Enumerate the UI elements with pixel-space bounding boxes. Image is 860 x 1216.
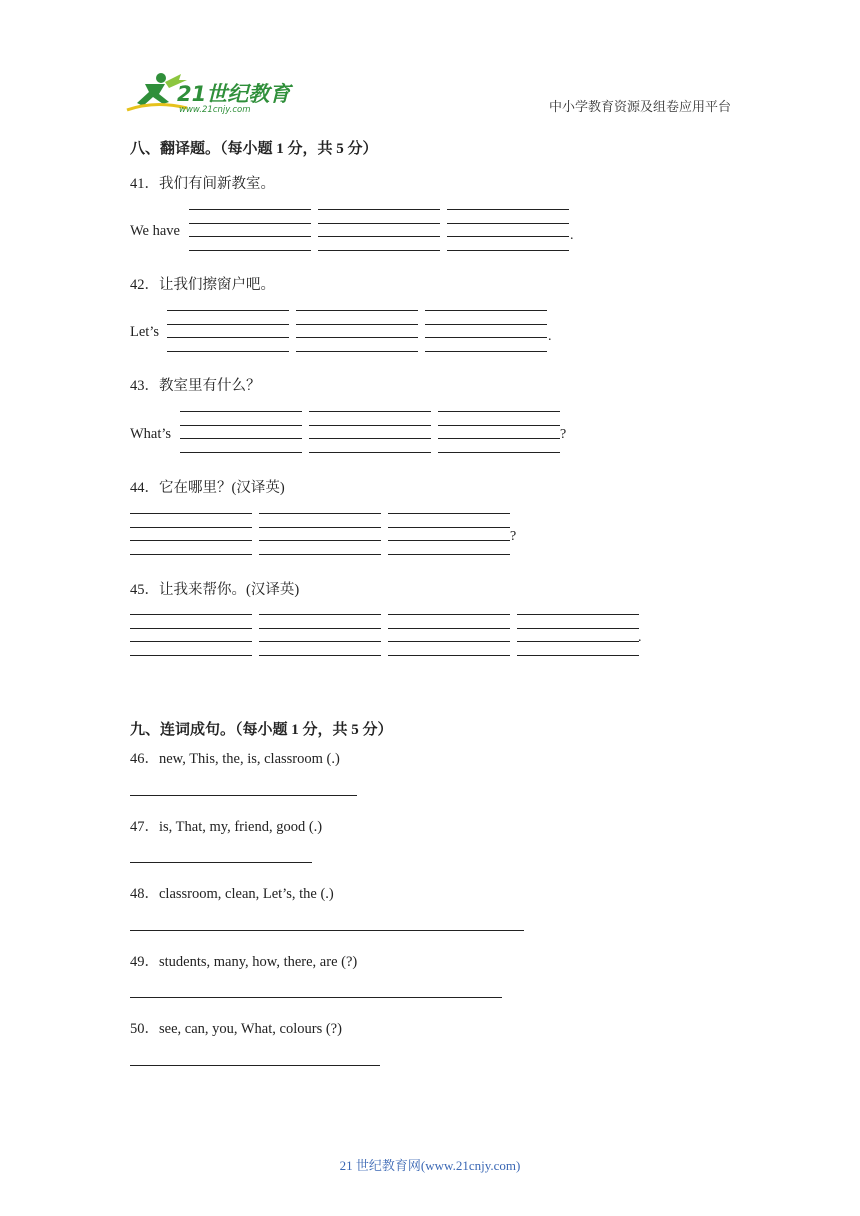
question-43-text: 43．教室里有什么？	[130, 378, 261, 394]
question-49-text: 49．students, many, how, there, are (?)	[130, 954, 358, 970]
question-46-text: 46．new, This, the, is, classroom (.)	[130, 751, 340, 767]
question-43-end-mark: ?	[560, 427, 567, 442]
question-46-answer-line[interactable]	[130, 795, 357, 796]
question-41-prefix: We have	[130, 223, 180, 239]
question-45-answer-blanks[interactable]	[130, 614, 639, 656]
question-44-answer-blanks[interactable]	[130, 513, 510, 555]
question-41-text: 41．我们有间新教室。	[130, 176, 275, 192]
question-42-text: 42．让我们擦窗户吧。	[130, 277, 275, 293]
question-42-prefix: Let’s	[130, 324, 159, 340]
question-43-prefix: What’s	[130, 426, 172, 442]
question-43-answer-blanks[interactable]	[180, 411, 560, 453]
question-47-text: 47．is, That, my, friend, good (.)	[130, 819, 323, 835]
section-8-title: 八、翻译题。（每小题 1 分，共 5 分）	[130, 141, 378, 157]
question-41-end-mark: .	[570, 228, 574, 243]
site-logo	[125, 70, 295, 115]
logo-url: www.21cnjy.com	[179, 105, 251, 115]
question-42-end-mark: .	[548, 329, 552, 344]
question-47-answer-line[interactable]	[130, 862, 312, 863]
question-50-answer-line[interactable]	[130, 1065, 380, 1066]
question-42-answer-blanks[interactable]	[167, 310, 547, 352]
question-44-text: 44．它在哪里？(汉译英)	[130, 480, 285, 496]
footer-site-link[interactable]: 21 世纪教育网(www.21cnjy.com)	[339, 1158, 521, 1173]
question-45-end-mark: .	[638, 630, 642, 645]
section-9-title: 九、连词成句。（每小题 1 分，共 5 分）	[130, 722, 393, 738]
question-44-end-mark: ?	[510, 529, 517, 544]
question-48-answer-line[interactable]	[130, 930, 524, 931]
header-platform-text: 中小学教育资源及组卷应用平台	[549, 99, 732, 114]
question-48-text: 48．classroom, clean, Let’s, the (.)	[130, 886, 334, 902]
question-41-answer-blanks[interactable]	[189, 209, 569, 251]
question-50-text: 50．see, can, you, What, colours (?)	[130, 1021, 342, 1037]
question-49-answer-line[interactable]	[130, 997, 502, 998]
question-45-text: 45．让我来帮你。(汉译英)	[130, 582, 300, 598]
logo-text: 21世纪教育	[177, 82, 291, 106]
